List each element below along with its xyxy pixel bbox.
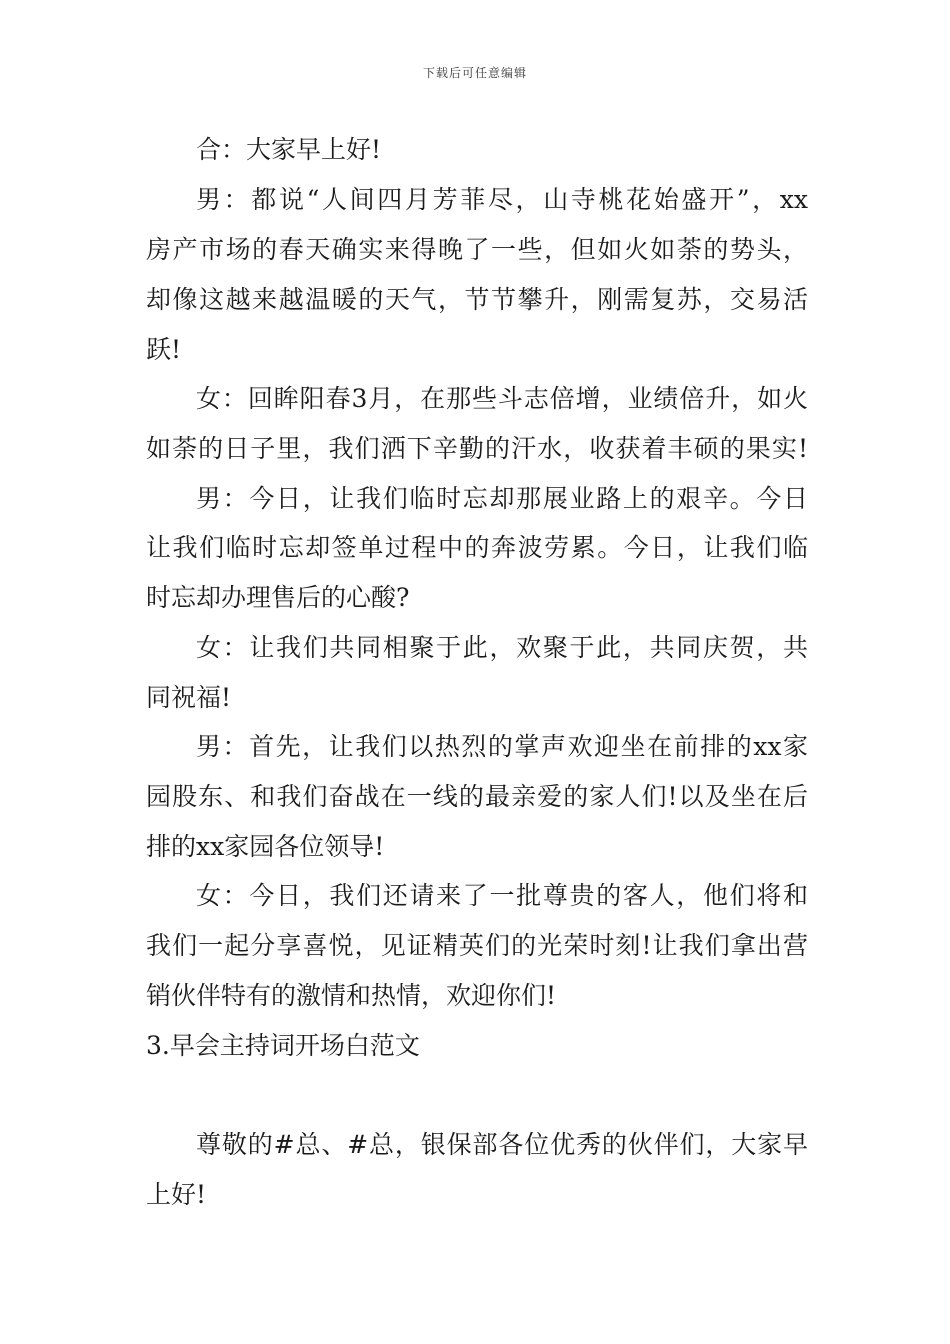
text-line: 女：回眸阳春3月，在那些斗志倍增，业绩倍升，如火	[196, 384, 808, 413]
text-line: 上好!	[146, 1180, 207, 1209]
text-line: 女：今日，我们还请来了一批尊贵的客人，他们将和	[196, 881, 808, 910]
section-heading: 3.早会主持词开场白范文	[146, 1031, 420, 1060]
text-line: 销伙伴特有的激情和热情，欢迎你们!	[146, 981, 557, 1010]
text-line: 我们一起分享喜悦，见证精英们的光荣时刻!让我们拿出营	[146, 931, 808, 960]
text-line: 尊敬的#总、#总，银保部各位优秀的伙伴们，大家早	[196, 1130, 808, 1159]
text-line: 却像这越来越温暖的天气，节节攀升，刚需复苏，交易活	[146, 285, 808, 314]
text-line: 让我们临时忘却签单过程中的奔波劳累。今日，让我们临	[146, 533, 808, 562]
text-line: 女：让我们共同相聚于此，欢聚于此，共同庆贺，共	[196, 633, 808, 662]
page-header: 下载后可任意编辑	[422, 66, 527, 80]
text-line: 跃!	[146, 335, 182, 364]
text-line: 房产市场的春天确实来得晚了一些，但如火如荼的势头，	[146, 235, 808, 264]
text-line: 男：都说“人间四月芳菲尽，山寺桃花始盛开”，xx	[196, 185, 808, 214]
text-line: 如荼的日子里，我们洒下辛勤的汗水，收获着丰硕的果实!	[146, 434, 808, 463]
text-line: 排的xx家园各位领导!	[146, 832, 385, 861]
text-line: 同祝福!	[146, 683, 232, 712]
text-line: 园股东、和我们奋战在一线的最亲爱的家人们!以及坐在后	[146, 782, 808, 811]
text-line: 合：大家早上好!	[196, 135, 382, 164]
text-line: 男：首先，让我们以热烈的掌声欢迎坐在前排的xx家	[196, 732, 808, 761]
text-line: 男：今日，让我们临时忘却那展业路上的艰辛。今日	[196, 484, 808, 513]
text-line: 时忘却办理售后的心酸?	[146, 583, 410, 612]
